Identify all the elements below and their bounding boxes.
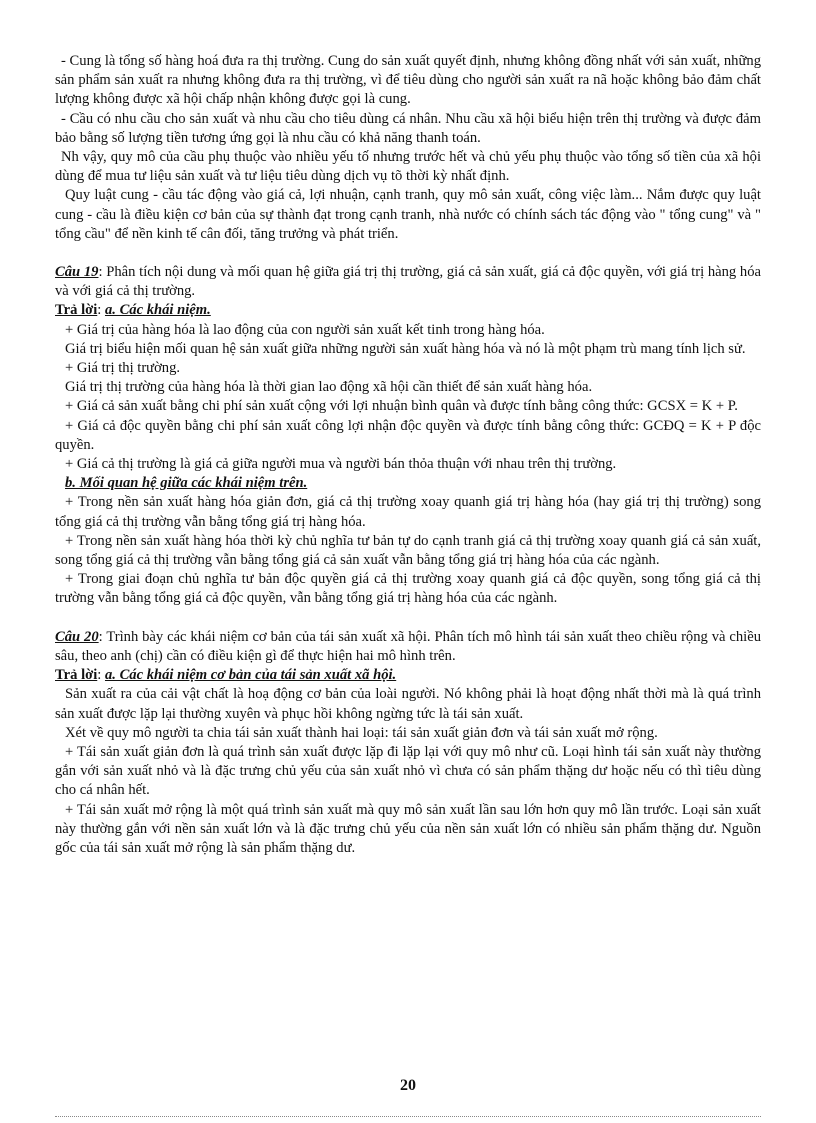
- answer-19-line: + Giá cả sản xuất bằng chi phí sản xuất cộng với lợi nhuận bình quân và được tính bằng công thức: GCSX = K + P.: [65, 398, 738, 415]
- question-19-text: : Phân tích nội dung và mối quan hệ giữa giá trị thị trường, giá cả sản xuất, giá cả độc quyền, với giá trị hàng hóa và với giá cả thị trường.: [55, 264, 762, 300]
- answer-20-label: Trả lời: [55, 667, 98, 684]
- answer-19-heading: Trả lời: a. Các khái niệm.: [55, 302, 211, 319]
- answer-19-line: + Giá cả thị trường là giá cả giữa người mua và người bán thỏa thuận với nhau trên thị trường.: [65, 456, 617, 473]
- question-20: [55, 628, 761, 666]
- footer-rule: [55, 1116, 761, 1117]
- question-19-label: Câu 19: [55, 264, 99, 281]
- answer-20-line: Sản xuất ra của cải vật chất là hoạ động cơ bản của loài người. Nó không phải là hoạt động nhất thời mà là quá trình sản xuất được lặp lại thường xuyên và phục hồi không ngừng tức là tái sản xuất.: [55, 686, 761, 722]
- answer-20-subheading-a: a. Các khái niệm cơ bản của tái sản xuất xã hội.: [104, 667, 397, 684]
- answer-20-line: + Tái sản xuất giản đơn là quá trình sản xuất được lặp đi lặp lại với quy mô như cũ. Loại hình tái sản xuất này thường gắn với sản xuất nhỏ và là đặc trưng chủ yếu của sản xuất nhỏ vì chưa có sản phẩm thặng dư hoặc nếu có thì tiêu dùng cho cá nhân hết.: [55, 743, 761, 799]
- answer-19-subheading-b: b. Mối quan hệ giữa các khái niệm trên.: [65, 475, 308, 492]
- page-number: 20: [400, 1077, 416, 1094]
- supply-demand-law-paragraph: Quy luật cung - cầu tác động vào giá cả, lợi nhuận, cạnh tranh, quy mô sản xuất, công việc làm... Nắm được quy luật cung - cầu là điều kiện cơ bản của sự thành đạt trong cạnh tranh, nhà nước có chính sách tác động vào " tổng cung" và " tổng cầu" để nền kinh tế cân đối, tăng trưởng và phát triển.: [55, 187, 761, 242]
- answer-19-line: Giá trị thị trường của hàng hóa là thời gian lao động xã hội cần thiết để sản xuất hàng hóa.: [65, 379, 593, 396]
- answer-19-line: Giá trị biểu hiện mối quan hệ sản xuất giữa những người sản xuất hàng hóa và nó là một phạm trù mang tính lịch sử.: [65, 340, 746, 357]
- supply-paragraph: - Cung là tổng số hàng hoá đưa ra thị trường. Cung do sản xuất quyết định, nhưng không đồng nhất với sản xuất, những sản phẩm sản xuất ra nhưng không đưa ra thị trường, vì để tiêu dùng cho người sản xuất ra nã hoặc không bảo đảm chất lượng không được xã hội chấp nhận không được gọi là cung.: [55, 53, 761, 108]
- answer-19-line: + Giá trị của hàng hóa là lao động của con người sản xuất kết tinh trong hàng hóa.: [65, 321, 545, 338]
- answer-19-line: + Trong nền sản xuất hàng hóa thời kỳ chủ nghĩa tư bản tự do cạnh tranh giá cả thị trường xoay quanh giá cả sản xuất, song tổng giá cả thị trường vẫn bằng tổng giá cả sản xuất vẫn bằng tổng giá trị hàng hóa của các ngành.: [55, 532, 761, 569]
- answer-20-heading: Trả lời: a. Các khái niệm cơ bản của tái sản xuất xã hội.: [55, 667, 397, 684]
- question-20-label: Câu 20: [55, 628, 99, 645]
- demand-paragraph: - Cầu có nhu cầu cho sản xuất và nhu cầu cho tiêu dùng cá nhân. Nhu cầu xã hội biểu hiện trên thị trường và được đảm bảo bằng số lượng tiền tương ứng gọi là nhu cầu có khả năng thanh toán.: [55, 110, 761, 146]
- answer-20-line: + Tái sản xuất mở rộng là một quá trình sản xuất mà quy mô sản xuất lần sau lớn hơn quy mô lần trước. Loại sản xuất này thường gắn với nền sản xuất lớn và là đặc trưng chủ yếu của nền sản xuất lớn có nhiều sản phẩm thặng dư. Nguồn gốc của tái sản xuất mở rộng là sản phẩm thặng dư.: [55, 801, 761, 856]
- question-20-text: : Trình bày các khái niệm cơ bản của tái sản xuất xã hội. Phân tích mô hình tái sản xuất theo chiều rộng và chiều sâu, theo anh (chị) cần có điều kiện gì để thực hiện hai mô hình trên.: [55, 628, 761, 664]
- demand-scale-paragraph: Nh vậy, quy mô của cầu phụ thuộc vào nhiều yếu tố nhưng trước hết và chủ yếu phụ thuộc vào tổng số tiền của xã hội dùng để mua tư liệu sản xuất và tư liệu tiêu dùng dịch vụ tõ thời kỳ nhất định.: [55, 149, 761, 185]
- answer-19-label: Trả lời: [55, 302, 98, 319]
- answer-19-line: + Giá trị thị trường.: [65, 360, 181, 377]
- answer-20-line: Xét về quy mô người ta chia tái sản xuất thành hai loại: tái sản xuất giản đơn và tái sản xuất mở rộng.: [65, 724, 658, 741]
- answer-19-line: + Giá cả độc quyền bằng chi phí sản xuất công lợi nhận độc quyền và được tính bằng công thức: GCĐQ = K + P độc quyền.: [55, 417, 761, 453]
- question-19: [55, 263, 761, 301]
- answer-19-subheading-a: a. Các khái niệm.: [104, 302, 211, 319]
- answer-19-line: + Trong giai đoạn chủ nghĩa tư bản độc quyền giá cả thị trường xoay quanh giá cả độc quyền, song tổng giá cả thị trường vẫn bằng tổng giá cả độc quyền, vẫn bằng tổng giá trị hàng hóa của các ngành.: [55, 571, 761, 607]
- answer-19-line: + Trong nền sản xuất hàng hóa giản đơn, giá cả thị trường xoay quanh giá trị hàng hóa (hay giá trị thị trường) song tổng giá cả thị trường vẫn bằng tổng giá trị hàng hóa.: [55, 494, 761, 530]
- document-page: [55, 52, 761, 858]
